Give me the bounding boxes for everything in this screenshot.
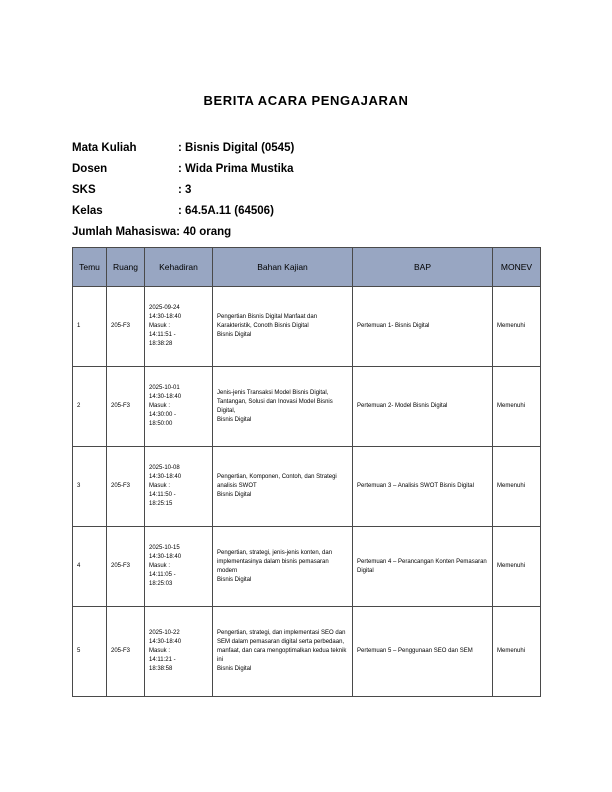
kehadiran-jam: 14:30-18:40	[149, 639, 182, 645]
cell-temu: 4	[73, 527, 107, 607]
kehadiran-masuk: Masuk :	[149, 403, 171, 409]
jumlah-mahasiswa-text: Jumlah Mahasiswa: 40 orang	[72, 226, 232, 238]
header-monev: MONEV	[493, 248, 541, 287]
cell-bap: Pertemuan 5 – Penggunaan SEO dan SEM	[353, 607, 493, 697]
mata-kuliah-value: : Bisnis Digital (0545)	[178, 142, 295, 154]
dosen-value: : Wida Prima Mustika	[178, 163, 294, 175]
kehadiran-waktu-masuk: 14:30:00 -	[149, 412, 177, 418]
cell-kehadiran	[145, 527, 213, 607]
cell-ruang: 205-F3	[107, 527, 145, 607]
kehadiran-tanggal: 2025-10-08	[149, 465, 180, 471]
kehadiran-tanggal: 2025-10-22	[149, 630, 180, 636]
document-title: BERITA ACARA PENGAJARAN	[203, 93, 409, 108]
cell-bahan-kajian: Pengertian, strategi, dan implementasi SEO dan SEM dalam pemasaran digital serta perbedaan, manfaat, dan cara mengoptimalkan kedua teknik ini Bisnis Digital	[213, 607, 353, 697]
table-row	[73, 447, 541, 527]
header-kehadiran: Kehadiran	[145, 248, 213, 287]
table-header-row	[73, 248, 541, 287]
kehadiran-jam: 14:30-18:40	[149, 554, 182, 560]
kehadiran-waktu-keluar: 18:38:58	[149, 666, 173, 672]
info-row-dosen	[72, 159, 542, 180]
table-row	[73, 527, 541, 607]
cell-monev: Memenuhi	[493, 447, 541, 527]
kehadiran-tanggal: 2025-10-01	[149, 385, 180, 391]
kehadiran-waktu-keluar: 18:38:28	[149, 341, 173, 347]
kehadiran-masuk: Masuk :	[149, 483, 171, 489]
table-row	[73, 367, 541, 447]
info-row-kelas	[72, 201, 542, 222]
cell-temu: 2	[73, 367, 107, 447]
cell-temu: 5	[73, 607, 107, 697]
kehadiran-masuk: Masuk :	[149, 648, 171, 654]
kehadiran-tanggal: 2025-09-24	[149, 305, 180, 311]
cell-temu: 1	[73, 287, 107, 367]
cell-monev: Memenuhi	[493, 527, 541, 607]
sks-value: : 3	[178, 184, 192, 196]
cell-monev: Memenuhi	[493, 367, 541, 447]
kehadiran-jam: 14:30-18:40	[149, 314, 182, 320]
kehadiran-tanggal: 2025-10-15	[149, 545, 180, 551]
cell-kehadiran	[145, 367, 213, 447]
kehadiran-waktu-keluar: 18:25:15	[149, 501, 173, 507]
cell-bahan-kajian: Pengertian Bisnis Digital Manfaat dan Karakteristik, Conoth Bisnis Digital Bisnis Digital	[213, 287, 353, 367]
sks-label: SKS	[72, 184, 96, 196]
kehadiran-waktu-masuk: 14:11:05 -	[149, 572, 176, 578]
table-row	[73, 607, 541, 697]
kehadiran-waktu-masuk: 14:11:51 -	[149, 332, 176, 338]
info-row-mata-kuliah	[72, 138, 542, 159]
dosen-label: Dosen	[72, 163, 108, 175]
cell-ruang: 205-F3	[107, 607, 145, 697]
kelas-label: Kelas	[72, 205, 103, 217]
cell-kehadiran	[145, 607, 213, 697]
kehadiran-jam: 14:30-18:40	[149, 394, 182, 400]
kehadiran-jam: 14:30-18:40	[149, 474, 182, 480]
cell-bahan-kajian: Jenis-jenis Transaksi Model Bisnis Digital, Tantangan, Solusi dan Inovasi Model Bisnis Digital, Bisnis Digital	[213, 367, 353, 447]
kelas-value: : 64.5A.11 (64506)	[178, 205, 274, 217]
kehadiran-waktu-masuk: 14:11:50 -	[149, 492, 176, 498]
info-row-sks	[72, 180, 542, 201]
header-bap: BAP	[353, 248, 493, 287]
kehadiran-waktu-keluar: 18:50:00	[149, 421, 173, 427]
cell-bap: Pertemuan 1- Bisnis Digital	[353, 287, 493, 367]
bap-table	[72, 247, 541, 697]
cell-bahan-kajian: Pengertian, Komponen, Contoh, dan Strategi analisis SWOT Bisnis Digital	[213, 447, 353, 527]
cell-ruang: 205-F3	[107, 287, 145, 367]
cell-bap: Pertemuan 2- Model Bisnis Digital	[353, 367, 493, 447]
header-temu: Temu	[73, 248, 107, 287]
cell-monev: Memenuhi	[493, 607, 541, 697]
kehadiran-masuk: Masuk :	[149, 323, 171, 329]
table-row	[73, 287, 541, 367]
header-ruang: Ruang	[107, 248, 145, 287]
cell-bahan-kajian: Pengertian, strategi, jenis-jenis konten, dan implementasinya dalam bisnis pemasaran modern Bisnis Digital	[213, 527, 353, 607]
cell-ruang: 205-F3	[107, 447, 145, 527]
cell-kehadiran	[145, 287, 213, 367]
cell-bap: Pertemuan 3 – Analisis SWOT Bisnis Digital	[353, 447, 493, 527]
info-row-jumlah-mahasiswa	[72, 222, 542, 243]
kehadiran-waktu-masuk: 14:11:21 -	[149, 657, 176, 663]
mata-kuliah-label: Mata Kuliah	[72, 142, 137, 154]
kehadiran-masuk: Masuk :	[149, 563, 171, 569]
cell-bap: Pertemuan 4 – Perancangan Konten Pemasaran Digital	[353, 527, 493, 607]
kehadiran-waktu-keluar: 18:25:03	[149, 581, 173, 587]
cell-monev: Memenuhi	[493, 287, 541, 367]
cell-ruang: 205-F3	[107, 367, 145, 447]
cell-temu: 3	[73, 447, 107, 527]
header-bahan-kajian: Bahan Kajian	[213, 248, 353, 287]
cell-kehadiran	[145, 447, 213, 527]
course-info	[72, 138, 542, 243]
